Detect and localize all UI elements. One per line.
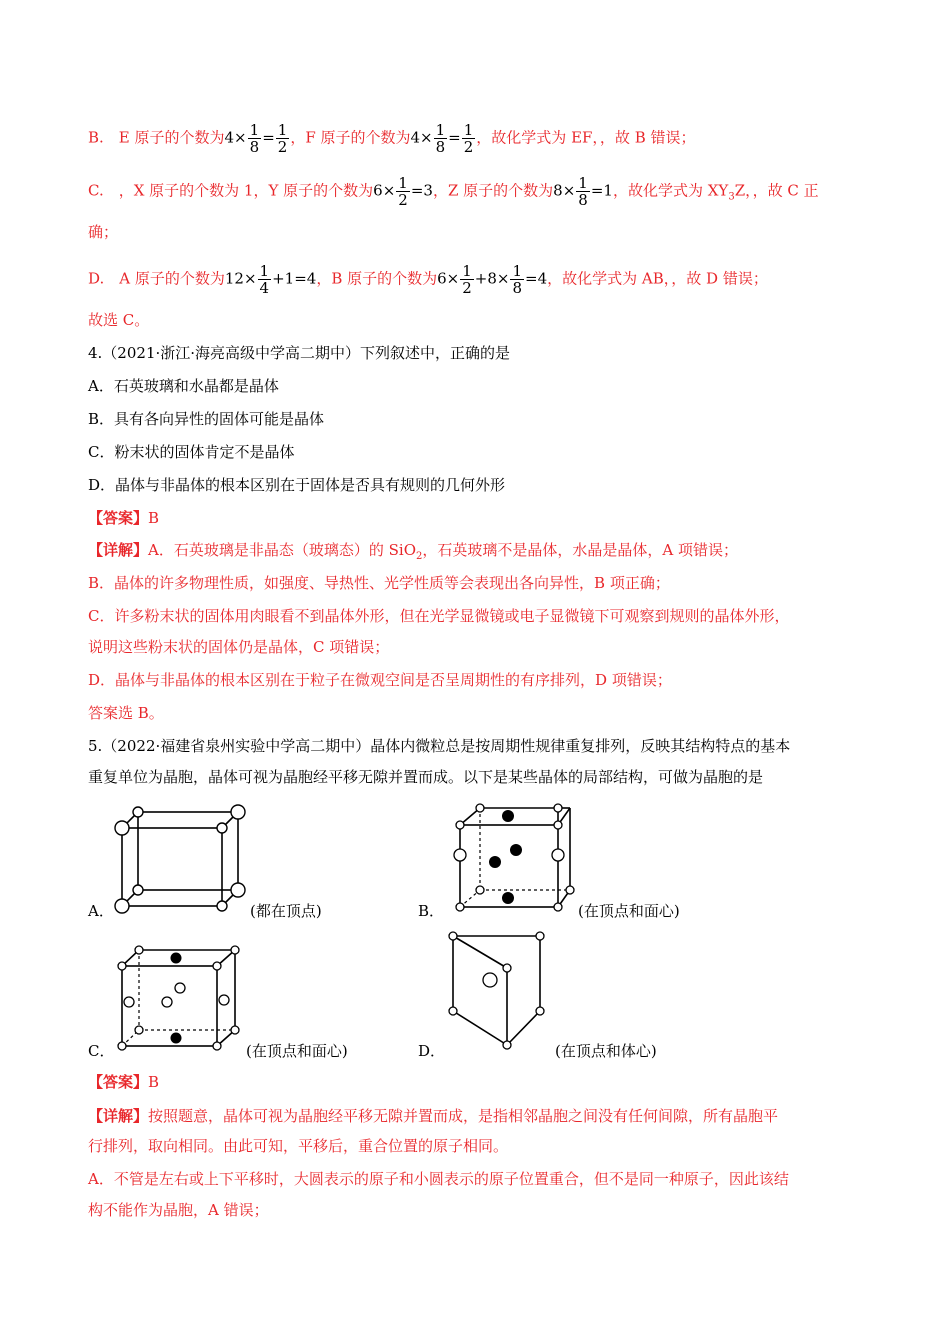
detail-tag: 【详解】 (88, 541, 149, 559)
figure-b-crystal-cell (448, 800, 578, 915)
figure-d-crystal-cell (440, 928, 550, 1053)
answer-line-b (88, 122, 695, 155)
text-segment: ，故化学式为 EF，，故 B 错误； (476, 128, 696, 147)
q4-detail-c2: 说明这些粉末状的固体仍是晶体，C 项错误； (88, 638, 390, 656)
figure-a-crystal-cell (110, 800, 250, 915)
q4-option-d: D．晶体与非晶体的根本区别在于固体是否具有规则的几何外形 (88, 476, 506, 494)
math-expr: 4× (410, 128, 433, 147)
denominator: 8 (249, 138, 260, 156)
q4-detail-b: B．晶体的许多物理性质，如强度、导热性、光学性质等会表现出各向异性，B 项正确； (88, 574, 670, 592)
figure-c-caption: (在顶点和面心) (246, 1042, 348, 1060)
q5-stem-line2: 重复单位为晶胞，晶体可视为晶胞经平移无隙并置而成。以下是某些晶体的局部结构，可做为晶胞的是 (88, 768, 764, 786)
text-segment: A．石英玻璃是非晶态（玻璃态）的 SiO (148, 541, 416, 559)
q4-detail-a (88, 540, 738, 567)
q4-option-a: A．石英玻璃和水晶都是晶体 (88, 377, 279, 395)
figure-b-letter: B． (418, 902, 445, 920)
answer-line-d (88, 263, 768, 296)
denominator: 8 (435, 138, 446, 156)
q5-stem-line1: 5.（2022·福建省泉州实验中学高二期中）晶体内微粒总是按周期性规律重复排列，反映其结构特点的基本 (88, 737, 791, 755)
fraction (510, 263, 524, 296)
math-expr: = (448, 128, 461, 147)
fraction (460, 263, 474, 296)
denominator: 2 (277, 138, 288, 156)
numerator: 1 (463, 121, 474, 139)
figure-d-letter: D． (418, 1042, 446, 1060)
answer-line-c-cont: 确； (88, 223, 119, 241)
answer-value: B (148, 509, 160, 527)
figure-b-caption: (在顶点和面心) (578, 902, 680, 920)
text-segment: Z，，故 C 正 (734, 181, 819, 200)
text-segment: ，故化学式为 AB，，故 D 错误； (547, 269, 768, 288)
q4-option-c: C．粉末状的固体肯定不是晶体 (88, 443, 295, 461)
figure-d-caption: (在顶点和体心) (555, 1042, 657, 1060)
text-segment: ，故化学式为 XY (612, 181, 729, 200)
subscript: 2 (416, 551, 423, 562)
q4-detail-d: D．晶体与非晶体的根本区别在于粒子在微观空间是否呈周期性的有序排列，D 项错误； (88, 671, 672, 689)
fraction (576, 175, 590, 208)
math-expr: 4× (224, 128, 247, 147)
answer-tag: 【答案】 (88, 509, 149, 527)
math-expr: =4 (525, 269, 548, 288)
figure-a-caption: (都在顶点) (250, 902, 322, 920)
denominator: 4 (259, 279, 270, 297)
q5-detail-a-line2: 构不能作为晶胞，A 错误； (88, 1201, 269, 1219)
numerator: 1 (259, 262, 270, 280)
fraction (248, 122, 262, 155)
answer-line-c (88, 175, 819, 208)
denominator: 2 (463, 138, 474, 156)
q4-conclusion: 答案选 B。 (88, 704, 164, 722)
numerator: 1 (512, 262, 523, 280)
q5-detail-line2: 行排列，取向相同。由此可知，平移后，重合位置的原子相同。 (88, 1137, 509, 1155)
text-segment: D. A 原子的个数为 (88, 269, 225, 288)
math-expr: +8× (474, 269, 510, 288)
q4-answer (88, 508, 159, 528)
answer-tag: 【答案】 (88, 1073, 149, 1091)
numerator: 1 (398, 174, 408, 192)
math-expr: 12× (224, 269, 257, 288)
figure-a-letter: A． (88, 902, 114, 920)
figure-c-letter: C． (88, 1042, 115, 1060)
numerator: 1 (277, 121, 288, 139)
fraction (276, 122, 290, 155)
numerator: 1 (578, 174, 588, 192)
math-expr: 8× (553, 181, 576, 200)
math-expr: 6× (437, 269, 460, 288)
prev-conclusion: 故选 C。 (88, 311, 150, 329)
q4-option-b: B．具有各向异性的固体可能是晶体 (88, 410, 325, 428)
q5-detail-a-line1: A．不管是左右或上下平移时，大圆表示的原子和小圆表示的原子位置重合，但不是同一种原子，因此该结 (88, 1170, 789, 1188)
fraction (462, 122, 476, 155)
q5-detail-line1 (88, 1106, 778, 1126)
subscript: 3 (728, 191, 735, 203)
fraction (258, 263, 272, 296)
denominator: 2 (462, 279, 472, 297)
figure-c-crystal-cell (112, 940, 242, 1055)
text-segment: ，B 原子的个数为 (316, 269, 438, 288)
detail-tag: 【详解】 (88, 1107, 149, 1125)
text-segment: 按照题意，晶体可视为晶胞经平移无隙并置而成，是指相邻晶胞之间没有任何间隙，所有晶胞平 (148, 1107, 779, 1125)
denominator: 8 (578, 191, 588, 209)
q4-stem: 4.（2021·浙江·海亮高级中学高二期中）下列叙述中，正确的是 (88, 344, 511, 362)
q5-answer (88, 1072, 159, 1092)
text-segment: C. ，X 原子的个数为 1，Y 原子的个数为 (88, 181, 374, 200)
text-segment: B. E 原子的个数为 (88, 128, 225, 147)
text-segment: ，石英玻璃不是晶体，水晶是晶体，A 项错误； (422, 541, 738, 559)
math-expr: =3 (410, 181, 433, 200)
numerator: 1 (249, 121, 260, 139)
math-expr: 6× (373, 181, 396, 200)
answer-value: B (148, 1073, 160, 1091)
fraction (434, 122, 448, 155)
math-expr: =1 (590, 181, 613, 200)
text-segment: ，Z 原子的个数为 (432, 181, 554, 200)
numerator: 1 (462, 262, 472, 280)
math-expr: +1=4 (272, 269, 317, 288)
math-expr: = (262, 128, 275, 147)
q4-detail-c1: C．许多粉末状的固体用肉眼看不到晶体外形，但在光学显微镜或电子显微镜下可观察到规则的晶体外形， (88, 607, 790, 625)
numerator: 1 (435, 121, 446, 139)
denominator: 8 (512, 279, 523, 297)
fraction (396, 175, 410, 208)
text-segment: ，F 原子的个数为 (290, 128, 411, 147)
denominator: 2 (398, 191, 408, 209)
